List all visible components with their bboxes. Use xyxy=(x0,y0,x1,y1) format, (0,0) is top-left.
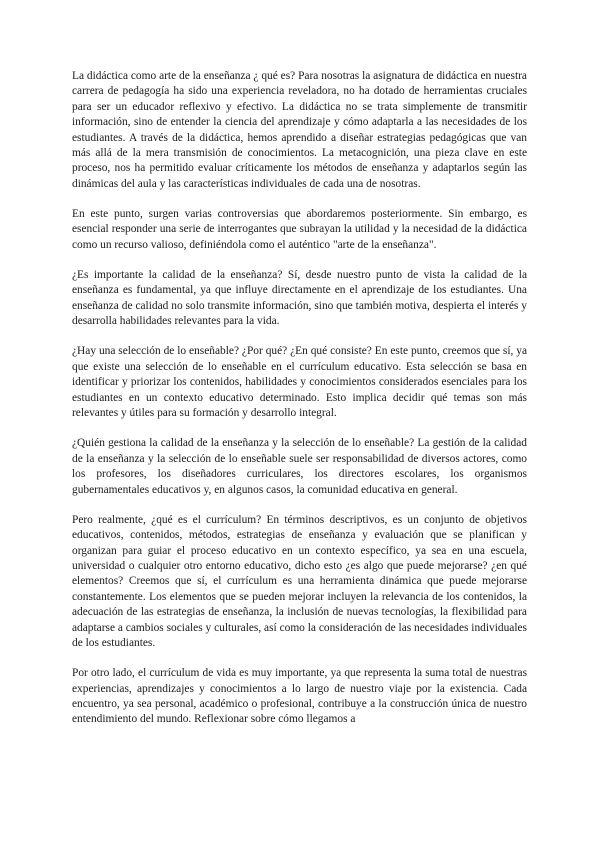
paragraph-gestion-calidad: ¿Quién gestiona la calidad de la enseñanza y la selección de lo enseñable? La gestión de la calidad de la enseñanza y la selección de lo enseñable suele ser responsabilidad de diversos actores, como los profesores, los diseñadores curriculares, los directores escolares, los organismos gubernamentales educativos y, en algunos casos, la comunidad educativa en general. xyxy=(72,437,527,496)
paragraph-curriculum: Pero realmente, ¿qué es el currículum? En términos descriptivos, es un conjunto de objetivos educativos, contenidos, métodos, estrategias de enseñanza y evaluación que se planifican y organizan para guiar el proceso educativo en un contexto específico, ya sea en una escuela, universidad o cualquier otro entorno educativo, dicho esto ¿es algo que puede mejorarse? ¿en qué elementos? Creemos que sí, el currículum es una herramienta dinámica que puede mejorarse constantemente. Los elementos que se pueden mejorar incluyen la relevancia de los contenidos, la adecuación de las estrategias de enseñanza, la inclusión de nuevas tecnologías, la flexibilidad para adaptarse a cambios sociales y culturales, así como la consideración de las necesidades individuales de los estudiantes. xyxy=(72,513,527,649)
paragraph-calidad-ensenanza: ¿Es importante la calidad de la enseñanza? Sí, desde nuestro punto de vista la calidad de la enseñanza es fundamental, ya que influye directamente en el aprendizaje de los estudiantes. Una enseñanza de calidad no solo transmite información, sino que también motiva, despierta el interés y desarrolla habilidades relevantes para la vida. xyxy=(72,269,527,328)
paragraph-curriculum-vida: Por otro lado, el currículum de vida es muy importante, ya que representa la suma total de nuestras experiencias, aprendizajes y conocimientos a lo largo de nuestro viaje por la existencia. Cada encuentro, ya sea personal, académico o profesional, contribuye a la construcción única de nuestro entendimiento del mundo. Reflexionar sobre cómo llegamos a xyxy=(72,667,527,726)
paragraph-controversias: En este punto, surgen varias controversias que abordaremos posteriormente. Sin embargo, es esencial responder una serie de interrogantes que subrayan la utilidad y la necesidad de la didáctica como un recurso valioso, definiéndola como el auténtico "arte de la enseñanza". xyxy=(72,208,527,251)
paragraph-seleccion-ensenable: ¿Hay una selección de lo enseñable? ¿Por qué? ¿En qué consiste? En este punto, creemos que sí, ya que existe una selección de lo enseñable en el currículum educativo. Esta selección se basa en identificar y priorizar los contenidos, habilidades y conocimientos considerados esenciales para los estudiantes en un contexto educativo determinado. Esto implica decidir qué temas son más relevantes y útiles para su formación y desarrollo integral. xyxy=(72,345,527,420)
paragraph-didactica-arte: La didáctica como arte de la enseñanza ¿ qué es? Para nosotras la asignatura de didáctica en nuestra carrera de pedagogía ha sido una experiencia reveladora, no ha dotado de herramientas cruciales para ser un educador reflexivo y efectivo. La didáctica no se trata simplemente de transmitir información, sino de entender la ciencia del aprendizaje y cómo adaptarla a las necesidades de los estudiantes. A través de la didáctica, hemos aprendido a diseñar estrategias pedagógicas que van más allá de la mera transmisión de conocimientos. La metacognición, una pieza clave en este proceso, nos ha permitido evaluar críticamente los métodos de enseñanza y adaptarlos según las dinámicas del aula y las características individuales de cada una de nosotras. xyxy=(72,70,527,190)
text-body xyxy=(72,69,527,743)
